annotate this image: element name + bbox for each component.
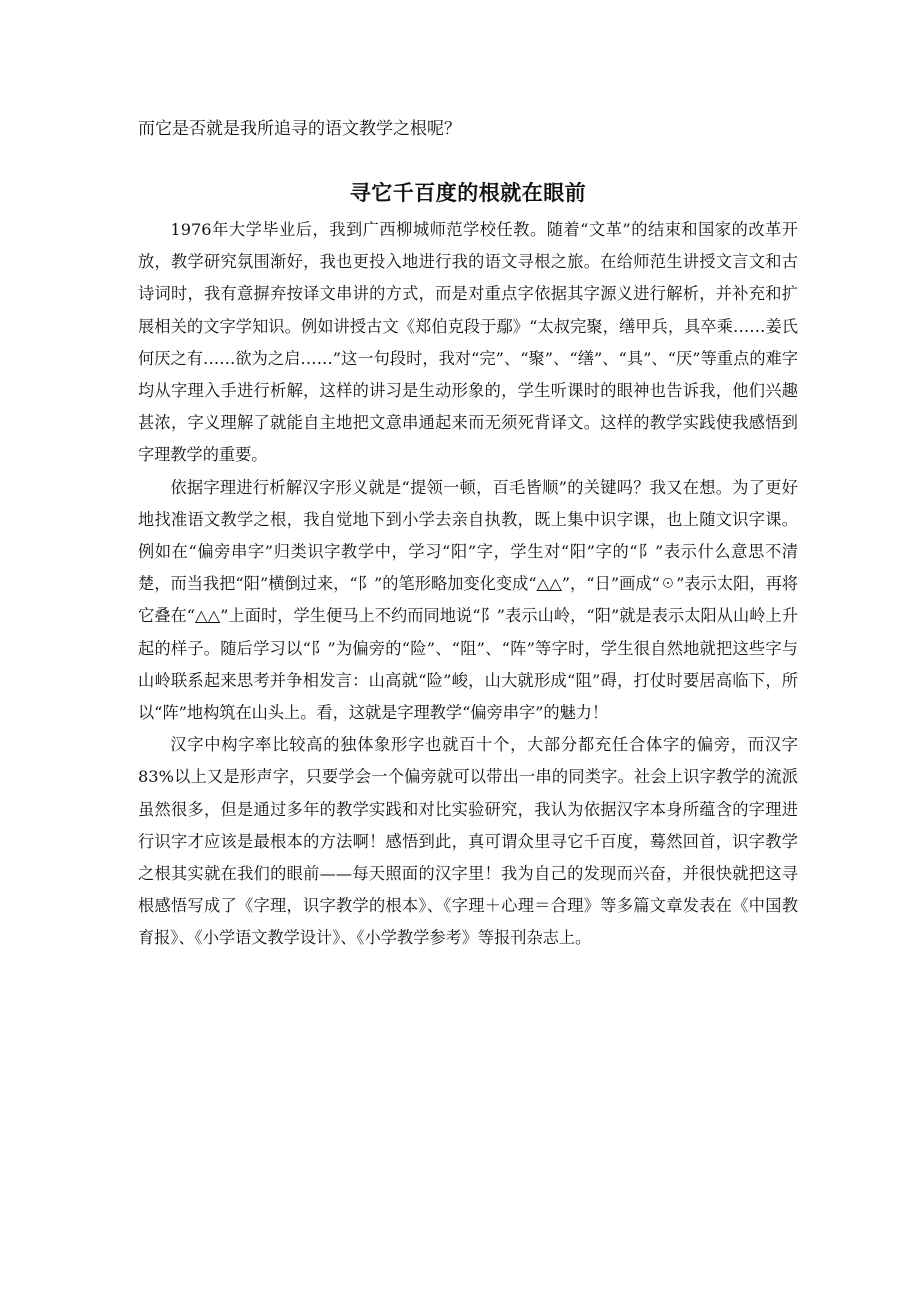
document-page [138, 112, 798, 955]
mountain-glyph-mark-1: △△ [536, 574, 562, 594]
section-title: 寻它千百度的根就在眼前 [349, 181, 587, 205]
paragraph-3: 汉字中构字率比较高的独体象形字也就百十个，大部分都充任合体字的偏旁，而汉字83%以上又是形声字，只要学会一个偏旁就可以带出一串的同类字。社会上识字教学的流派虽然很多，但是通过多年的教学实践和对比实验研究，我认为依据汉字本身所蕴含的字理进行识字才应该是最根本的方法啊！感悟到此，真可谓众里寻它千百度，蓦然回首，识字教学之根其实就在我们的眼前——每天照面的汉字里！我为自己的发现而兴奋，并很快就把这寻根感悟写成了《字理，识字教学的根本》、《字理＋心理＝合理》等多篇文章发表在《中国教育报》、《小学语文教学设计》、《小学教学参考》等报刊杂志上。 [138, 735, 798, 948]
paragraph-2-part-3: ”上面时，学生便马上不约而同地说“阝”表示山岭，“阳”就是表示太阳从山岭上升起的样子。随后学习以“阝”为偏旁的“险”、“阻”、“阵”等字时，学生很自然地就把这些字与山岭联系起来思考并争相发言：山高就“险”峻，山大就形成“阻”碍，打仗时要居高临下，所以“阵”地构筑在山头上。看，这就是字理教学“偏旁串字”的魅力！ [138, 606, 798, 723]
intro-line: 而它是否就是我所追寻的语文教学之根呢？ [138, 119, 461, 139]
paragraph-2-part-1: 依据字理进行析解汉字形义就是“提领一顿，百毛皆顺”的关键吗？我又在想。为了更好地找准语文教学之根，我自觉地下到小学去亲自执教，既上集中识字课，也上随文识字课。例如在“偏旁串字”归类识字教学中，学习“阳”字，学生对“阳”字的“阝”表示什么意思不清楚，而当我把“阳”横倒过来，“阝”的笔形略加变化变成“ [138, 477, 798, 594]
paragraph-2 [138, 472, 798, 730]
paragraph-1: 1976年大学毕业后，我到广西柳城师范学校任教。随着“文革”的结束和国家的改革开放，教学研究氛围渐好，我也更投入地进行我的语文寻根之旅。在给师范生讲授文言文和古诗词时，我有意摒弃按译文串讲的方式，而是对重点字依据其字源义进行解析，并补充和扩展相关的文字学知识。例如讲授古文《郑伯克段于鄢》“太叔完聚，缮甲兵，具卒乘……姜氏何厌之有……欲为之启……”这一句段时，我对“完”、“聚”、“缮”、“具”、“厌”等重点的难字均从字理入手进行析解，这样的讲习是生动形象的，学生听课时的眼神也告诉我，他们兴趣甚浓，字义理解了就能自主地把文意串通起来而无须死背译文。这样的教学实践使我感悟到字理教学的重要。 [138, 220, 798, 465]
mountain-glyph-mark-2: △△ [195, 606, 221, 626]
paragraph-2-part-2: ”，“日”画成“☉”表示太阳，再将它叠在“ [138, 574, 798, 626]
